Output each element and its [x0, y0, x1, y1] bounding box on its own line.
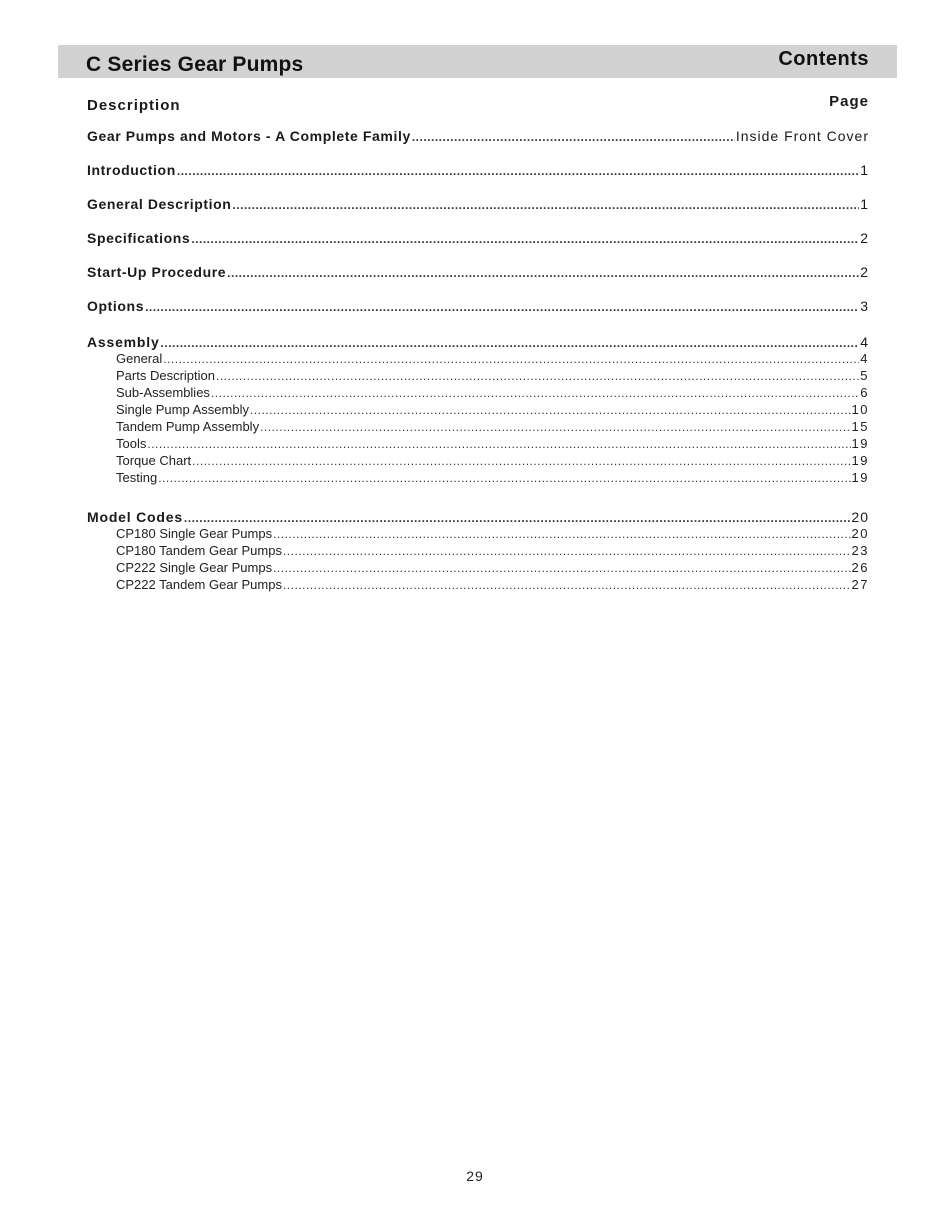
dot-leader [216, 369, 859, 383]
toc-subentry-label: CP180 Single Gear Pumps [116, 526, 273, 541]
dot-leader [177, 164, 859, 178]
toc-subentry[interactable] [87, 543, 869, 560]
toc-subentry[interactable] [87, 436, 869, 453]
toc-subentry-page: 19 [851, 436, 869, 451]
toc-subentry[interactable] [87, 351, 869, 368]
dot-leader [161, 336, 860, 350]
toc-subentry-page: 10 [851, 402, 869, 417]
toc-subentry-page: 4 [860, 351, 869, 366]
dot-leader [227, 266, 859, 280]
toc-subentry-page: 19 [851, 470, 869, 485]
toc-subentry-label: CP180 Tandem Gear Pumps [116, 543, 282, 558]
dot-leader [192, 454, 850, 468]
toc-subentry[interactable] [87, 577, 869, 594]
toc-subentry-label: General [116, 351, 163, 366]
dot-leader [145, 300, 859, 314]
toc-subentry-page: 15 [851, 419, 869, 434]
toc-subentry-label: Parts Description [116, 368, 215, 383]
toc-subentry-label: Torque Chart [116, 453, 192, 468]
toc-entry[interactable] [87, 162, 869, 196]
page-column-heading: Page [829, 93, 869, 110]
toc-subentry-label: CP222 Single Gear Pumps [116, 560, 273, 575]
toc-subentry[interactable] [87, 419, 869, 436]
toc-group-assembly[interactable] [87, 334, 869, 351]
dot-leader [412, 130, 735, 144]
toc-entry-page: 1 [860, 196, 869, 212]
toc-entry-label: Gear Pumps and Motors - A Complete Family [87, 128, 411, 144]
toc-entry[interactable] [87, 196, 869, 230]
toc-subentry[interactable] [87, 385, 869, 402]
toc-subentry-label: Tandem Pump Assembly [116, 419, 260, 434]
toc-subentry-page: 6 [860, 385, 869, 400]
dot-leader [147, 437, 850, 451]
toc-entry[interactable] [87, 264, 869, 298]
toc-entry-label: General Description [87, 196, 232, 212]
toc-subentry[interactable] [87, 560, 869, 577]
toc-entry-page: 2 [860, 264, 869, 280]
toc-entry[interactable] [87, 128, 869, 162]
toc-subentry-label: Sub-Assemblies [116, 385, 210, 400]
toc-subentry[interactable] [87, 526, 869, 543]
toc-group-label: Assembly [87, 334, 160, 350]
toc-entry-page: Inside Front Cover [735, 128, 869, 144]
dot-leader [273, 527, 850, 541]
toc-group-page: 20 [851, 509, 869, 525]
page-number: 29 [466, 1168, 484, 1184]
toc-subentry-label: Testing [116, 470, 158, 485]
toc-group-page: 4 [860, 334, 869, 350]
dot-leader [163, 352, 859, 366]
dot-leader [283, 578, 851, 592]
table-of-contents [87, 128, 869, 594]
toc-entry-label: Introduction [87, 162, 176, 178]
toc-subentry[interactable] [87, 368, 869, 385]
toc-entry[interactable] [87, 230, 869, 264]
toc-entry-page: 3 [860, 298, 869, 314]
dot-leader [232, 198, 859, 212]
dot-leader [250, 403, 851, 417]
toc-entry-label: Start-Up Procedure [87, 264, 227, 280]
toc-subentry-page: 23 [851, 543, 869, 558]
dot-leader [184, 511, 851, 525]
toc-entry[interactable] [87, 298, 869, 332]
dot-leader [191, 232, 859, 246]
dot-leader [283, 544, 851, 558]
toc-subentry-page: 26 [851, 560, 869, 575]
toc-subentry-page: 19 [851, 453, 869, 468]
document-title: C Series Gear Pumps [86, 52, 304, 76]
toc-subentry[interactable] [87, 402, 869, 419]
toc-subentry[interactable] [87, 470, 869, 487]
toc-entry-label: Specifications [87, 230, 191, 246]
toc-subentry[interactable] [87, 453, 869, 470]
toc-subentry-page: 20 [851, 526, 869, 541]
toc-subentry-label: CP222 Tandem Gear Pumps [116, 577, 282, 592]
toc-subentry-label: Tools [116, 436, 147, 451]
toc-group-model-codes[interactable] [87, 509, 869, 526]
toc-group-label: Model Codes [87, 509, 183, 525]
dot-leader [211, 386, 859, 400]
dot-leader [273, 561, 850, 575]
description-column-heading: Description [87, 97, 181, 114]
section-spacer [87, 487, 869, 507]
section-title: Contents [778, 48, 869, 70]
toc-entry-page: 2 [860, 230, 869, 246]
toc-entry-label: Options [87, 298, 145, 314]
header-bar [58, 45, 897, 78]
toc-subentry-page: 5 [860, 368, 869, 383]
toc-subentry-page: 27 [851, 577, 869, 592]
toc-subentry-label: Single Pump Assembly [116, 402, 249, 417]
toc-entry-page: 1 [860, 162, 869, 178]
dot-leader [158, 471, 850, 485]
dot-leader [260, 420, 850, 434]
